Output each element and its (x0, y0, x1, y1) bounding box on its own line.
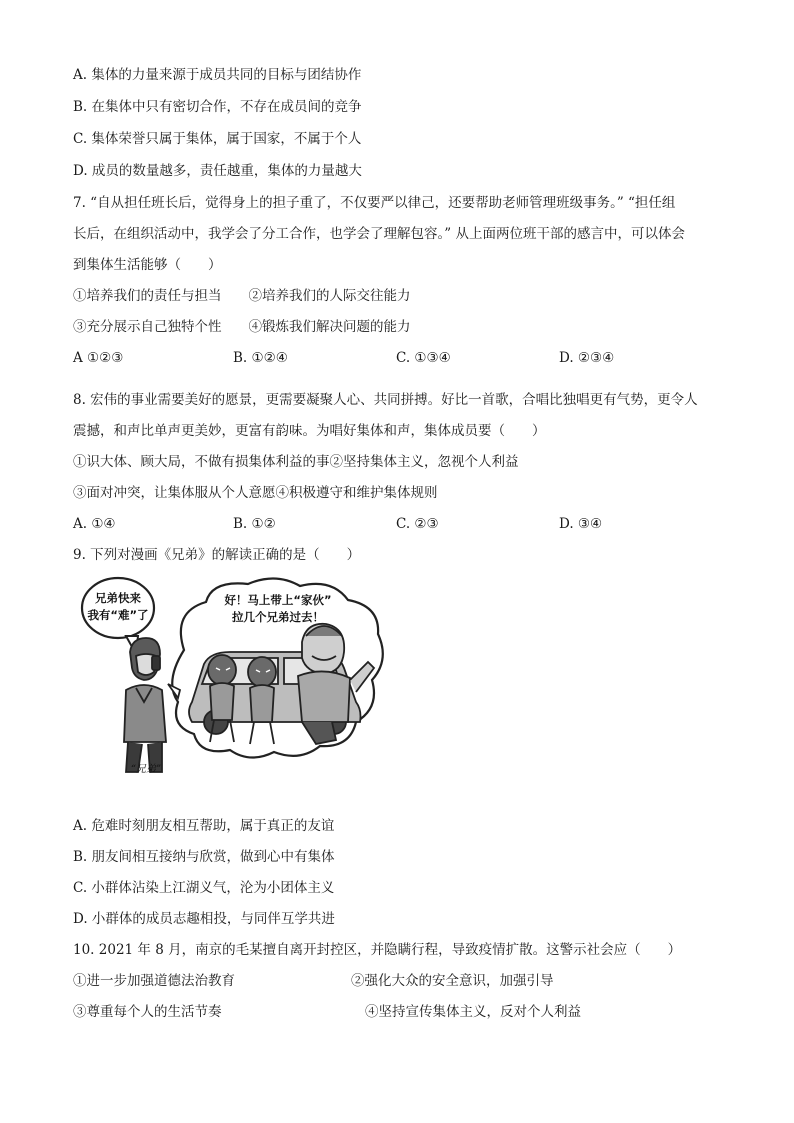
cartoon-caption: “兄弟” (130, 764, 162, 775)
q10-item-4: ④坚持宣传集体主义，反对个人利益 (365, 1004, 581, 1020)
q8-item-row-2: ③面对冲突，让集体服从个人意愿④积极遵守和维护集体规则 (73, 485, 438, 501)
q8-item-row-1: ①识大体、顾大局，不做有损集体利益的事②坚持集体主义，忽视个人利益 (73, 454, 519, 470)
q8-choice-a: A. ①④ (73, 516, 116, 532)
q6-option-a: A. 集体的力量来源于成员共同的目标与团结协作 (73, 67, 362, 83)
q10-item-3: ③尊重每个人的生活节奏 (73, 1004, 222, 1020)
q6-option-d: D. 成员的数量越多，责任越重，集体的力量越大 (73, 163, 362, 179)
q7-stem-line-2: 长后，在组织活动中，我学会了分工合作，也学会了理解包容。” 从上面两位班干部的感言中，可以体会 (73, 226, 685, 242)
q9-option-b: B. 朋友间相互接纳与欣赏，做到心中有集体 (73, 849, 335, 865)
q9-option-c: C. 小群体沾染上江湖义气，沦为小团体主义 (73, 880, 335, 896)
q10-item-1: ①进一步加强道德法治教育 (73, 973, 235, 989)
cartoon-brothers (80, 572, 390, 777)
q7-stem-line-1: 7. “自从担任班长后，觉得身上的担子重了，不仅要严以律己，还要帮助老师管理班级事务。” “担任组 (73, 195, 676, 211)
q6-option-b: B. 在集体中只有密切合作，不存在成员间的竞争 (73, 99, 362, 115)
left-bubble-line-2: 我有“难”了 (87, 608, 149, 622)
q8-stem-line-2: 震撼，和声比单声更美妙，更富有韵味。为唱好集体和声，集体成员要（ ） (73, 423, 546, 439)
q8-choice-c: C. ②③ (396, 516, 439, 532)
right-bubble-line-1: 好！马上带上“家伙” (224, 593, 332, 607)
q7-choice-b: B. ①②④ (233, 350, 288, 366)
cartoon-illustration (80, 572, 390, 777)
man-on-phone (124, 638, 166, 772)
q7-choice-d: D. ②③④ (559, 350, 615, 366)
q10-stem: 10. 2021 年 8 月，南京的毛某擅自离开封控区，并隐瞒行程，导致疫情扩散。这警示社会应（ ） (73, 942, 682, 958)
q7-choice-c: C. ①③④ (396, 350, 451, 366)
q8-choice-b: B. ①② (233, 516, 276, 532)
q10-item-2: ②强化大众的安全意识，加强引导 (351, 973, 554, 989)
q9-option-a: A. 危难时刻朋友相互帮助，属于真正的友谊 (73, 818, 335, 834)
q7-choice-a: A ①②③ (73, 350, 124, 366)
q8-stem-line-1: 8. 宏伟的事业需要美好的愿景，更需要凝聚人心、共同拼搏。好比一首歌，合唱比独唱更有气势，更令人 (73, 392, 698, 408)
q9-stem: 9. 下列对漫画《兄弟》的解读正确的是（ ） (73, 547, 361, 563)
left-bubble-line-1: 兄弟快来 (95, 591, 141, 605)
right-bubble-line-2: 拉几个兄弟过去！ (232, 610, 324, 624)
q7-item-row-2: ③充分展示自己独特个性 ④锻炼我们解决问题的能力 (73, 319, 411, 335)
q9-option-d: D. 小群体的成员志趣相投，与同伴互学共进 (73, 911, 335, 927)
q7-item-row-1: ①培养我们的责任与担当 ②培养我们的人际交往能力 (73, 288, 411, 304)
q8-choice-d: D. ③④ (559, 516, 603, 532)
q7-stem-line-3: 到集体生活能够（ ） (73, 257, 222, 273)
q6-option-c: C. 集体荣誉只属于集体，属于国家，不属于个人 (73, 131, 362, 147)
